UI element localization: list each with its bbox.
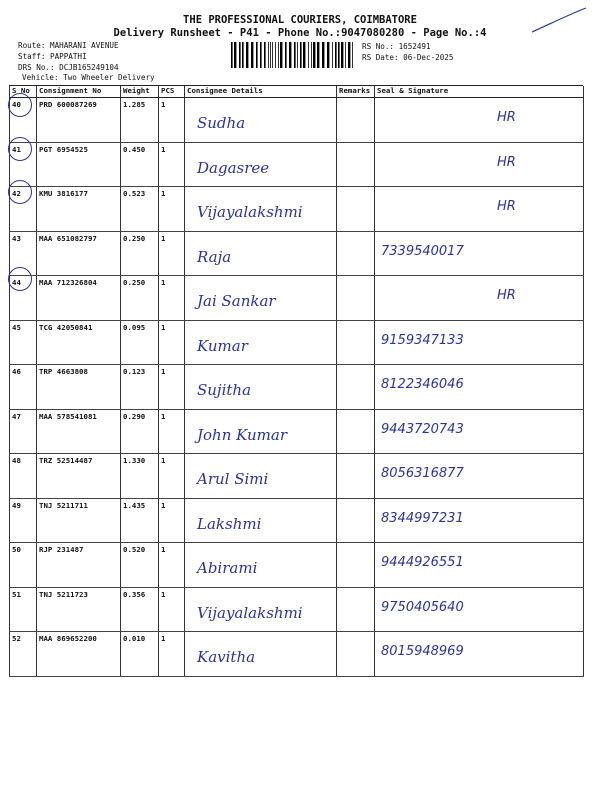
remarks-cell [337,543,375,588]
consignment-no-cell: MAA 651082797 [37,231,121,276]
barcode-bar [297,42,298,68]
column-header: PCS [159,86,185,98]
remarks-cell [337,498,375,543]
table-header-row [10,86,584,98]
seal-signature-cell [375,276,584,321]
handwritten-signature: HR [497,288,516,303]
serial-no-cell: 42 [10,187,37,232]
company-title: THE PROFESSIONAL COURIERS, COIMBATORE [183,14,417,26]
seal-signature-cell [375,320,584,365]
meta-right [362,41,453,63]
consignee-handwritten-name: Abirami [197,559,258,577]
handwritten-signature: 8122346046 [381,377,464,392]
remarks-cell [337,320,375,365]
vehicle-label: Vehicle: Two Wheeler Delivery [22,73,155,82]
consignee-cell [185,142,337,187]
remarks-cell [337,587,375,632]
consignee-cell [185,409,337,454]
barcode-bar [335,42,337,68]
barcode-bar [246,42,248,68]
consignment-no-cell: TNJ 5211711 [37,498,121,543]
remarks-cell [337,187,375,232]
serial-no-cell: 44 [10,276,37,321]
pieces-cell: 1 [159,276,185,321]
seal-signature-cell [375,498,584,543]
weight-cell: 0.290 [121,409,159,454]
barcode-bar [327,42,329,68]
serial-no-cell: 51 [10,587,37,632]
barcode-bar [270,42,271,68]
barcode-bar [341,42,343,68]
barcode-bar [352,42,353,68]
handwritten-signature: 9444926551 [381,555,464,570]
consignment-no-cell: TRZ 52514487 [37,454,121,499]
consignee-handwritten-name: Jai Sankar [197,292,276,310]
column-header: Weight [121,86,159,98]
consignment-no-cell: RJP 231487 [37,543,121,588]
barcode-bar [264,42,266,68]
consignee-cell [185,454,337,499]
consignee-handwritten-name: Dagasree [197,158,270,177]
weight-cell: 1.435 [121,498,159,543]
serial-circle-mark [8,93,32,117]
barcode-bar [311,42,312,68]
consignment-no-cell: KMU 3816177 [37,187,121,232]
table-row [10,320,584,365]
pieces-cell: 1 [159,98,185,143]
weight-cell: 0.450 [121,142,159,187]
handwritten-signature: HR [497,110,516,125]
consignee-cell [185,365,337,410]
remarks-cell [337,98,375,143]
barcode-bar [268,42,269,68]
handwritten-signature: 8056316877 [381,466,464,481]
consignee-cell [185,276,337,321]
route-label: Route: MAHARANI AVENUE [18,41,119,50]
serial-no-cell: 46 [10,365,37,410]
remarks-cell [337,632,375,677]
column-header: Seal & Signature [375,86,584,98]
consignment-no-cell: MAA 578541081 [37,409,121,454]
barcode-bar [348,42,350,68]
remarks-cell [337,409,375,454]
table-row [10,454,584,499]
runsheet-table [9,86,584,677]
consignee-cell [185,98,337,143]
serial-no-cell: 40 [10,98,37,143]
consignee-handwritten-name: John Kumar [197,425,288,444]
consignee-cell [185,587,337,632]
pieces-cell: 1 [159,632,185,677]
seal-signature-cell [375,365,584,410]
serial-no-cell: 47 [10,409,37,454]
consignee-cell [185,320,337,365]
barcode-bar [278,42,279,68]
table-row [10,187,584,232]
weight-cell: 1.285 [121,98,159,143]
staff-label: Staff: PAPPATHI [18,52,87,61]
pieces-cell: 1 [159,409,185,454]
serial-no-cell: 45 [10,320,37,365]
pieces-cell: 1 [159,543,185,588]
meta-left [18,40,119,73]
barcode-bar [294,42,296,68]
pieces-cell: 1 [159,231,185,276]
table-row [10,543,584,588]
barcode-bar [300,42,302,68]
weight-cell: 0.250 [121,231,159,276]
serial-no-cell: 50 [10,543,37,588]
remarks-cell [337,142,375,187]
consignee-handwritten-name: Kavitha [197,648,256,666]
table-row [10,276,584,321]
runsheet-title: Delivery Runsheet - P41 - Phone No.:9047080280 - Page No.:4 [113,27,487,39]
consignee-handwritten-name: Arul Simi [197,470,269,488]
column-header: Consignment No [37,86,121,98]
table-row [10,587,584,632]
barcode-bar [322,42,324,68]
serial-no-cell: 49 [10,498,37,543]
serial-no-cell: 48 [10,454,37,499]
table-row [10,632,584,677]
handwritten-signature: 9443720743 [381,421,464,437]
handwritten-signature: 9750405640 [381,599,464,615]
barcode-bar [242,42,244,68]
barcode-bar [313,42,315,68]
weight-cell: 0.520 [121,543,159,588]
rs-no-label: RS No.: 1652491 [362,42,431,51]
handwritten-signature: 8015948969 [381,644,464,659]
column-header: S No [10,86,37,98]
serial-circle-mark [8,137,32,161]
weight-cell: 0.095 [121,320,159,365]
table-row [10,498,584,543]
serial-no-cell: 52 [10,632,37,677]
weight-cell: 0.356 [121,587,159,632]
barcode-bar [231,42,233,68]
consignee-handwritten-name: Vijayalakshmi [197,203,303,221]
seal-signature-cell [375,454,584,499]
barcode-bar [260,42,262,68]
serial-no-cell: 43 [10,231,37,276]
barcode-bar [338,42,340,68]
barcode-bar [256,42,258,68]
seal-signature-cell [375,187,584,232]
handwritten-signature: 8344997231 [381,510,464,526]
pieces-cell: 1 [159,142,185,187]
rs-date-label: RS Date: 06-Dec-2025 [362,53,454,62]
handwritten-signature: HR [497,154,516,170]
barcode-bar [345,42,346,68]
weight-cell: 0.123 [121,365,159,410]
consignee-handwritten-name: Sudha [197,114,246,132]
consignment-no-cell: MAA 869652200 [37,632,121,677]
barcode-bar [303,42,305,68]
pieces-cell: 1 [159,187,185,232]
remarks-cell [337,454,375,499]
table-row [10,365,584,410]
seal-signature-cell [375,587,584,632]
consignment-no-cell: PRD 600087269 [37,98,121,143]
consignee-handwritten-name: Lakshmi [197,514,262,533]
column-header: Consignee Details [185,86,337,98]
remarks-cell [337,276,375,321]
table-row [10,231,584,276]
handwritten-signature: 9159347133 [381,332,464,348]
barcode-bar [280,42,282,68]
consignment-no-cell: MAA 712326804 [37,276,121,321]
barcode-bar [272,42,273,68]
weight-cell: 0.250 [121,276,159,321]
barcode-bar [332,42,333,68]
serial-no-cell: 41 [10,142,37,187]
consignee-handwritten-name: Vijayalakshmi [197,603,303,622]
barcode-bar [239,42,241,68]
handwritten-signature: 7339540017 [381,243,464,259]
weight-cell: 1.330 [121,454,159,499]
consignee-cell [185,187,337,232]
pieces-cell: 1 [159,320,185,365]
seal-signature-cell [375,142,584,187]
consignee-cell [185,498,337,543]
consignment-no-cell: TCG 42050841 [37,320,121,365]
barcode-bar [308,42,309,68]
barcode-bar [234,42,236,68]
pieces-cell: 1 [159,365,185,410]
seal-signature-cell [375,543,584,588]
seal-signature-cell [375,632,584,677]
pieces-cell: 1 [159,498,185,543]
table-row [10,98,584,143]
consignee-cell [185,632,337,677]
barcode-bar [275,42,276,68]
consignment-no-cell: TNJ 5211723 [37,587,121,632]
barcode-bar [289,42,291,68]
pen-scribble [530,6,590,36]
weight-cell: 0.523 [121,187,159,232]
consignee-handwritten-name: Kumar [197,336,248,355]
consignee-handwritten-name: Sujitha [197,381,252,399]
consignment-no-cell: TRP 4663808 [37,365,121,410]
remarks-cell [337,231,375,276]
serial-circle-mark [8,180,32,204]
seal-signature-cell [375,409,584,454]
handwritten-signature: HR [497,199,516,214]
barcode-bar [317,42,319,68]
barcode-image [231,42,357,68]
consignee-cell [185,231,337,276]
barcode-bar [251,42,253,68]
column-header: Remarks [337,86,375,98]
pieces-cell: 1 [159,587,185,632]
weight-cell: 0.010 [121,632,159,677]
table-row [10,409,584,454]
serial-circle-mark [8,267,32,291]
table-row [10,142,584,187]
pieces-cell: 1 [159,454,185,499]
consignment-no-cell: PGT 6954525 [37,142,121,187]
drs-label: DRS No.: DCJB165249104 [18,63,119,72]
remarks-cell [337,365,375,410]
consignee-cell [185,543,337,588]
seal-signature-cell [375,231,584,276]
seal-signature-cell [375,98,584,143]
consignee-handwritten-name: Raja [197,247,232,266]
barcode-bar [285,42,287,68]
